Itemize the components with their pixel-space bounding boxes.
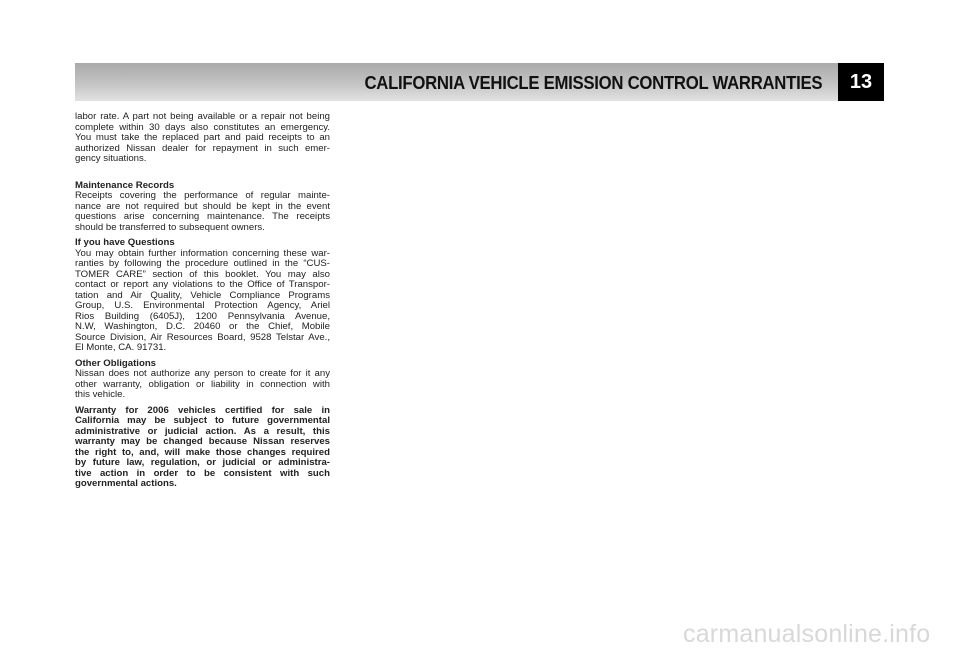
section-title: CALIFORNIA VEHICLE EMISSION CONTROL WARRANTIES [364, 73, 822, 93]
text-line: administrative or judicial action. As a result, this [75, 425, 330, 437]
text-line: warranty may be changed because Nissan reserves [75, 436, 330, 447]
text-line: the right to, and, will make those changes required [75, 446, 330, 458]
text-line: this vehicle. [75, 389, 126, 400]
text-line: ranties by following the procedure outlined in the “CUS- [75, 258, 330, 269]
text-line: N.W, Washington, D.C. 20460 or the Chief, Mobile [75, 321, 330, 332]
text-line: Group, U.S. Environmental Protection Agency, Ariel [75, 300, 330, 311]
text-line: tive action in order to be consistent with such [75, 467, 330, 479]
text-line: TOMER CARE” section of this booklet. You may also [75, 268, 330, 280]
text-line: Receipts covering the performance of regular mainte- [75, 190, 330, 201]
page-number: 13 [838, 63, 884, 101]
text-line: contact or report any violations to the Office of Transpor- [75, 279, 330, 290]
section-header-bar [75, 63, 838, 101]
section-heading: If you have Questions [75, 237, 175, 248]
section-heading: Maintenance Records [75, 179, 175, 191]
text-line: You must take the replaced part and paid receipts to an [75, 132, 330, 143]
watermark: carmanualsonline.info [683, 620, 931, 648]
text-line: complete within 30 days also constitutes an emergency. [75, 121, 330, 133]
text-line: You may obtain further information concerning these war- [75, 247, 330, 259]
paragraph [75, 181, 330, 234]
paragraph [75, 359, 330, 401]
text-line: California may be subject to future governmental [75, 415, 330, 426]
text-line: gency situations. [75, 153, 147, 164]
text-line: questions arise concerning maintenance. The receipts [75, 211, 330, 222]
paragraph [75, 406, 330, 490]
text-column [75, 112, 330, 495]
text-line: Rios Building (6405J), 1200 Pennsylvania Avenue, [75, 310, 330, 322]
section-heading: Other Obligations [75, 357, 157, 369]
text-line: should be transferred to subsequent owners. [75, 221, 265, 233]
paragraph [75, 238, 330, 354]
text-line: tation and Air Quality, Vehicle Compliance Programs [75, 289, 330, 301]
text-line: governmental actions. [75, 478, 177, 489]
text-line: El Monte, CA. 91731. [75, 342, 167, 353]
text-line: Source Division, Air Resources Board, 9528 Telstar Ave., [75, 331, 330, 343]
text-line: authorized Nissan dealer for repayment in such emer- [75, 142, 330, 154]
text-line: labor rate. A part not being available or a repair not being [75, 111, 330, 122]
text-line: by future law, regulation, or judicial or administra- [75, 457, 330, 468]
paragraph [75, 112, 330, 165]
text-line: Nissan does not authorize any person to create for it any [75, 368, 330, 379]
text-line: Warranty for 2006 vehicles certified for sale in [75, 404, 330, 416]
text-line: other warranty, obligation or liability in connection with [75, 378, 330, 390]
text-line: nance are not required but should be kept in the event [75, 200, 330, 212]
